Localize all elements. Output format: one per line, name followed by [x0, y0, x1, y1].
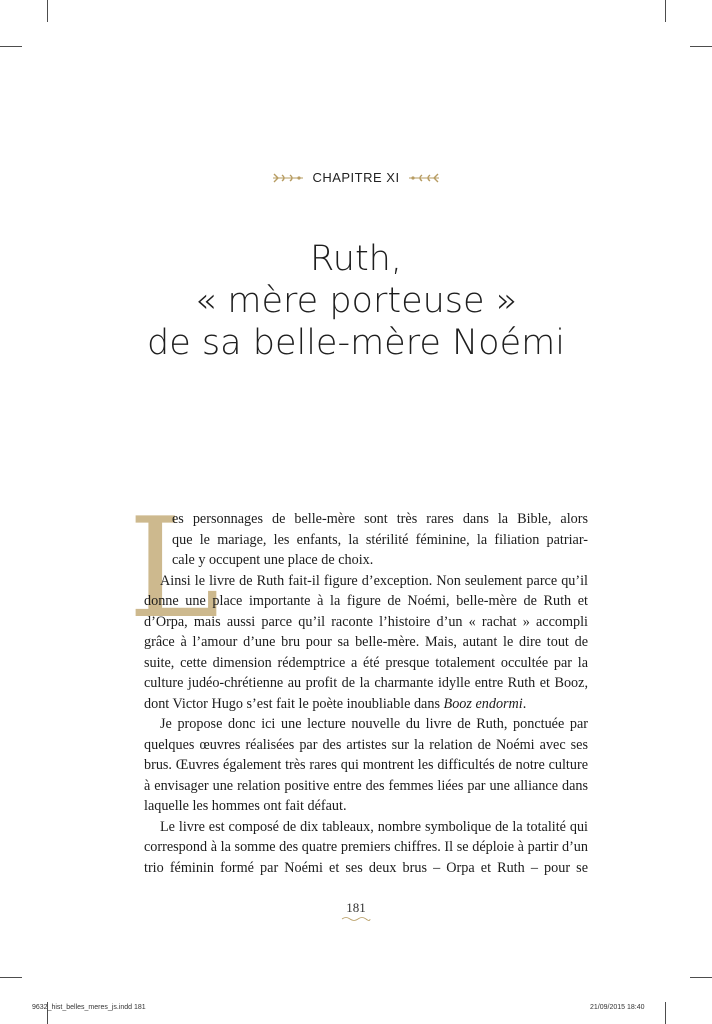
paragraph: Le livre est composé de dix tableaux, nombre symbolique de la totalité qui correspond à la somme des quatre premiers chiffres. Il se déploie à partir d’un trio féminin formé par Noémi et ses deux brus – Orpa et Ruth – pour se [144, 818, 588, 876]
crop-mark [0, 977, 22, 978]
paragraph [144, 509, 588, 571]
chapter-heading [0, 170, 712, 185]
chapter-title [0, 238, 712, 364]
italic-title: Booz endormi [443, 695, 523, 712]
page-number-ornament-icon [341, 916, 371, 922]
title-line: « mère porteuse » [194, 281, 518, 321]
crop-mark [690, 46, 712, 47]
drop-cap: L [128, 488, 220, 649]
paragraph-line: que le mariage, les enfants, la stérilité féminine, la filiation patriar- [172, 531, 588, 548]
crop-mark [47, 0, 48, 22]
title-line: Ruth, [310, 239, 402, 279]
title-line: de sa belle-mère Noémi [147, 323, 565, 363]
slug-date: 21/09/2015 18:40 [590, 1004, 645, 1011]
crop-mark [665, 0, 666, 22]
crop-mark [690, 977, 712, 978]
ornament-left-icon [272, 172, 304, 184]
crop-mark [0, 46, 22, 47]
body-text [144, 509, 588, 878]
paragraph-text: . [522, 695, 527, 712]
paragraph-line: cale y occupent une place de choix. [172, 552, 374, 568]
slug-filename: 9632_hist_belles_meres_js.indd 181 [32, 1004, 146, 1011]
paragraph-line: es personnages de belle-mère sont très rares dans la Bible, alors [172, 511, 588, 527]
crop-mark [665, 1002, 666, 1024]
paragraph-text: Ainsi le livre de Ruth fait-il figure d’exception. Non seulement parce qu’il donne une place importante à la figure de Noémi, belle-mère de Ruth et d’Orpa, mais aussi parce qu’il raconte l’histoire d’un « rachat » accompli grâce à l’amour d’une bru pour sa belle-mère. Mais, autant le dire tout de suite, cette dimension rédemptrice a été presque totalement occultée par la culture judéo-chrétienne au profit de la charmante idylle entre Ruth et Booz, dont Victor Hugo s’est fait le poète inoubliable dans [144, 572, 588, 712]
ornament-right-icon [408, 172, 440, 184]
page-number: 181 [346, 900, 366, 915]
paragraph: Je propose donc ici une lecture nouvelle du livre de Ruth, ponctuée par quelques œuvres réalisées par des artistes sur la relation de Noémi avec ses brus. Œuvres également très rares qui montrent les difficultés de notre culture à envisager une relation positive entre des femmes liées par une alliance dans laquelle les hommes ont fait défaut. [144, 716, 588, 814]
chapter-number: CHAPITRE XI [312, 170, 400, 185]
paragraph [144, 571, 588, 715]
